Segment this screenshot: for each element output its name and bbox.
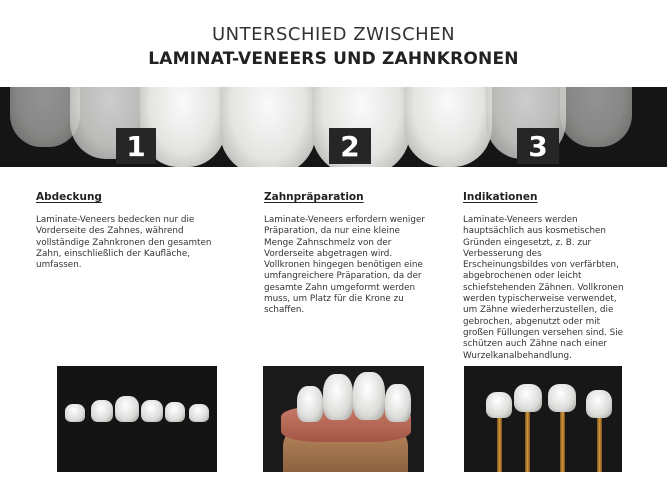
photo-implant-crowns — [464, 366, 622, 472]
number-badge-2: 2 — [329, 128, 371, 164]
heading-zahnpraeparation: Zahnpräparation — [264, 191, 364, 203]
photo-crown-model — [263, 366, 424, 472]
heading-indikationen: Indikationen — [463, 191, 538, 203]
text-indikationen: Laminate-Veneers werden hauptsächlich aus kosmetischen Gründen eingesetzt, z. B. zur Verbesserung des Erscheinungsbildes von verfärbten, abgebrochenen oder leicht schiefstehenden Zähnen. Vollkronen werden typischerweise verwendet, um Zähne wiederherzustellen, die gebrochen, abgenutzt oder mit großen Füllungen versehen sind. Sie schützen auch Zähne nach einer Wurzelkanalbehandlung. — [463, 215, 624, 361]
number-badge-3: 3 — [517, 128, 559, 164]
title-line-2: LAMINAT-VENEERS UND ZAHNKRONEN — [148, 49, 519, 69]
text-abdeckung: Laminate-Veneers bedecken nur die Vorderseite des Zahnes, während vollständige Zahnkronen den gesamten Zahn, einschließlich der Kaufläche, umfassen. — [36, 215, 212, 271]
heading-abdeckung: Abdeckung — [36, 191, 102, 203]
number-badge-1: 1 — [116, 128, 156, 164]
text-zahnpraeparation: Laminate-Veneers erfordern weniger Präparation, da nur eine kleine Menge Zahnschmelz von der Vorderseite abgetragen wird. Vollkronen hingegen benötigen eine umfangreichere Präparation, da der gesamte Zahn umgeformt werden muss, um Platz für die Krone zu schaffen. — [264, 215, 425, 316]
photo-veneers — [57, 366, 217, 472]
title-line-1: UNTERSCHIED ZWISCHEN — [211, 24, 456, 45]
